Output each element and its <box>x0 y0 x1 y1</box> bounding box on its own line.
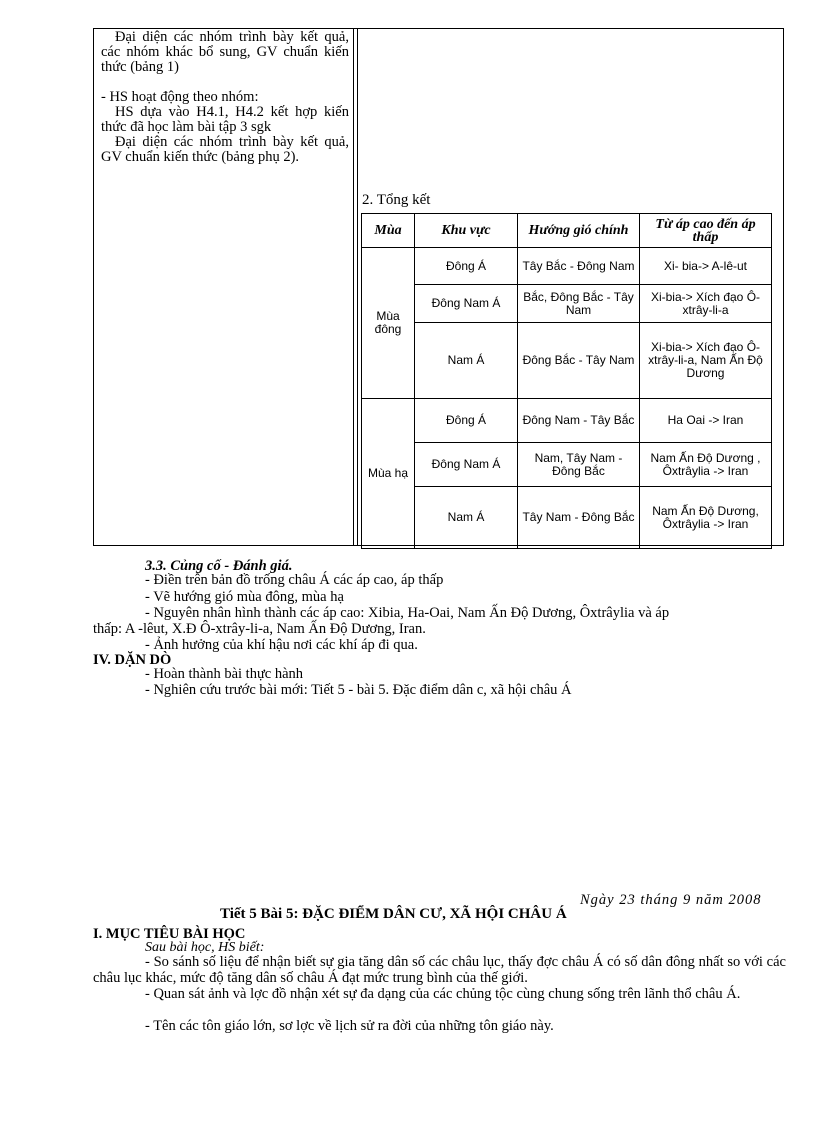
wind-cell: Bắc, Đông Bắc - Tây Nam <box>518 285 640 323</box>
consolidation-title: 3.3. Củng cố - Đánh giá. <box>145 558 293 574</box>
table-row <box>362 487 772 549</box>
season-cell: Mùa đông <box>362 248 415 399</box>
homework-title: IV. DẶN DÒ <box>93 652 172 668</box>
table-row <box>362 399 772 443</box>
column-divider <box>353 28 354 546</box>
consolidation-item: - Vẽ hướng gió mùa đông, mùa hạ <box>145 589 344 605</box>
objective-text: - Tên các tôn giáo lớn, sơ lợc về lịch sử ra đời của những tôn giáo này. <box>145 1018 554 1034</box>
table-row <box>362 323 772 399</box>
teacher-activity-column <box>101 30 349 165</box>
wind-cell: Đông Nam - Tây Bắc <box>518 399 640 443</box>
objectives-intro: Sau bài học, HS biết: <box>145 940 265 955</box>
table-row <box>362 285 772 323</box>
lesson-date: Ngày 23 tháng 9 năm 2008 <box>580 892 762 908</box>
consolidation-item: - Nguyên nhân hình thành các áp cao: Xibia, Ha-Oai, Nam Ấn Độ Dương, Ôxtrâylia và áp <box>145 605 670 621</box>
objective-item <box>93 1018 786 1034</box>
lesson-heading: Tiết 5 Bài 5: ĐẶC ĐIỂM DÂN CƯ, XÃ HỘI CHÂU Á <box>220 906 567 922</box>
region-cell: Nam Á <box>415 323 518 399</box>
region-cell: Nam Á <box>415 487 518 549</box>
region-cell: Đông Á <box>415 248 518 285</box>
consolidation-item-continued: thấp: A -lêut, X.Đ Ô-xtrây-li-a, Nam Ấn Độ Dương, Iran. <box>93 621 426 637</box>
objective-item <box>93 954 786 986</box>
pressure-cell: Xi- bia-> A-lê-ut <box>640 248 772 285</box>
wind-cell: Nam, Tây Nam - Đông Bắc <box>518 443 640 487</box>
activity-paragraph-4: Đại diện các nhóm trình bày kết quả, GV chuẩn kiến thức (bảng phụ 2). <box>101 134 349 165</box>
summary-table <box>361 213 772 549</box>
pressure-cell: Nam Ấn Độ Dương , Ôxtrâylia -> Iran <box>640 443 772 487</box>
homework-item: - Nghiên cứu trước bài mới: Tiết 5 - bài 5. Đặc điểm dân c, xã hội châu Á <box>145 682 572 698</box>
table-row <box>362 443 772 487</box>
header-wind: Hướng gió chính <box>518 214 640 248</box>
header-region: Khu vực <box>415 214 518 248</box>
objective-item <box>93 986 786 1002</box>
table-row <box>362 248 772 285</box>
season-cell: Mùa hạ <box>362 399 415 549</box>
header-season: Mùa <box>362 214 415 248</box>
consolidation-item: - Điền trên bản đồ trống châu Á các áp cao, áp thấp <box>145 572 444 588</box>
pressure-cell: Nam Ấn Độ Dương, Ôxtrâylia -> Iran <box>640 487 772 549</box>
homework-item: - Hoàn thành bài thực hành <box>145 666 304 682</box>
column-divider-inner <box>357 28 358 546</box>
header-pressure: Từ áp cao đến áp thấp <box>640 214 772 248</box>
wind-cell: Tây Bắc - Đông Nam <box>518 248 640 285</box>
objectives-title: I. MỤC TIÊU BÀI HỌC <box>93 926 246 942</box>
region-cell: Đông Nam Á <box>415 443 518 487</box>
pressure-cell: Ha Oai -> Iran <box>640 399 772 443</box>
wind-cell: Tây Nam - Đông Bắc <box>518 487 640 549</box>
summary-title: 2. Tổng kết <box>362 192 431 208</box>
activity-paragraph-2: - HS hoạt động theo nhóm: <box>101 89 259 105</box>
activity-paragraph-1: Đại diện các nhóm trình bày kết quả, các nhóm khác bổ sung, GV chuẩn kiến thức (bảng 1) <box>101 29 349 75</box>
objective-text: - Quan sát ảnh và lợc đồ nhận xét sự đa dạng của các chủng tộc cùng chung sống trên lãnh thổ châu Á. <box>145 986 741 1002</box>
pressure-cell: Xi-bia-> Xích đạo Ô-xtrây-li-a <box>640 285 772 323</box>
pressure-cell: Xi-bia-> Xích đạo Ô-xtrây-li-a, Nam Ấn Độ Dương <box>640 323 772 399</box>
table-header-row <box>362 214 772 248</box>
region-cell: Đông Á <box>415 399 518 443</box>
objective-text: - So sánh số liệu để nhận biết sự gia tăng dân số các châu lục, thấy đợc châu Á có số dân đông nhất so với các châu lục khác, mức độ tăng dân số châu Á đạt mức trung bình của thế giới. <box>93 954 786 986</box>
consolidation-item: - Ảnh hưởng của khí hậu nơi các khí áp đi qua. <box>145 637 418 653</box>
region-cell: Đông Nam Á <box>415 285 518 323</box>
activity-paragraph-3: HS dựa vào H4.1, H4.2 kết hợp kiến thức đã học làm bài tập 3 sgk <box>101 104 349 135</box>
wind-cell: Đông Bắc - Tây Nam <box>518 323 640 399</box>
